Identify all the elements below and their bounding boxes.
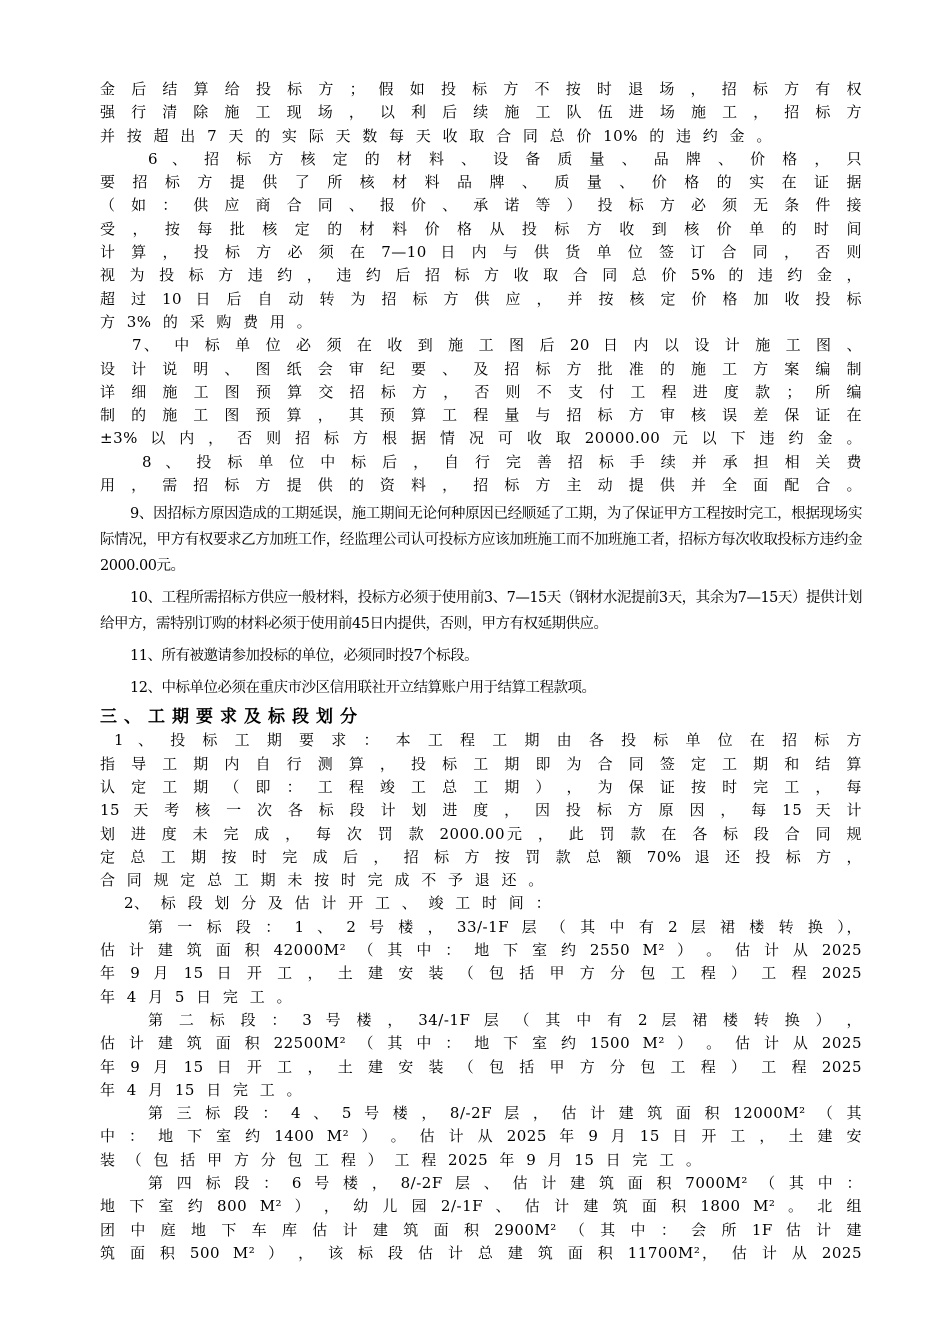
text-line: 强 行 清 除 施 工 现 场 ， 以 利 后 续 施 工 队 伍 进 场 施 工 ， 招 标 方 (100, 103, 862, 122)
schedule-clause-1-line: 认 定 工 期 （ 即 ： 工 程 竣 工 总 工 期 ） ， 为 保 证 按 时 完 工 ， 每 (100, 777, 862, 796)
segment-4-line: 地 下 室 约 800 M² ） ， 幼 儿 园 2/-1F 、 估 计 建 筑 面 积 1800 M² 。 北 组 (100, 1197, 862, 1216)
text-line: 金 后 结 算 给 投 标 方 ； 假 如 投 标 方 不 按 时 退 场 ， 招 标 方 有 权 (100, 80, 862, 98)
segment-1-line: 估 计 建 筑 面 积 42000M² （ 其 中 ： 地 下 室 约 2550 M² ） 。 估 计 从 2025 (100, 941, 862, 960)
segment-2-line: 年 4 月 15 日 完 工 。 (100, 1080, 303, 1099)
text-line: 并 按 超 出 7 天 的 实 际 天 数 每 天 收 取 合 同 总 价 10% 的 违 约 金 。 (100, 126, 772, 145)
segment-1-line: 年 9 月 15 日 开 工 ， 土 建 安 装 （ 包 括 甲 方 分 包 工 程 ） 工 程 2025 (100, 964, 862, 983)
segment-2-line: 年 9 月 15 日 开 工 ， 土 建 安 装 （ 包 括 甲 方 分 包 工 程 ） 工 程 2025 (100, 1057, 862, 1076)
clause-6-line: 6 、 招 标 方 核 定 的 材 料 、 设 备 质 量 、 品 牌 、 价 格 ， 只 (148, 149, 862, 168)
schedule-clause-2: 2、 标 段 划 分 及 估 计 开 工 、 竣 工 时 间 ： (124, 894, 552, 913)
clause-12: 12、中标单位必须在重庆市沙区信用联社开立结算账户用于结算工程款项。 (130, 680, 596, 697)
clause-6-line: 方 3% 的 采 购 费 用 。 (100, 312, 313, 331)
segment-4-line: 第 四 标 段 ： 6 号 楼 ， 8/-2F 层 、 估 计 建 筑 面 积 7000M² （ 其 中 ： (148, 1173, 862, 1192)
clause-8-line: 用 ， 需 招 标 方 提 供 的 资 料 ， 招 标 方 主 动 提 供 并 全 面 配 合 。 (100, 476, 862, 495)
segment-4-line: 筑 面 积 500 M² ） ， 该 标 段 估 计 总 建 筑 面 积 11700M²， 估 计 从 2025 (100, 1243, 862, 1262)
clause-6-line: 计 算 ， 投 标 方 必 须 在 7—10 日 内 与 供 货 单 位 签 订 合 同 ， 否 则 (100, 243, 862, 262)
clause-7-line: 制 的 施 工 图 预 算 ， 其 预 算 工 程 量 与 招 标 方 审 核 误 差 保 证 在 (100, 406, 862, 425)
segment-4-line: 团 中 庭 地 下 车 库 估 计 建 筑 面 积 2900M² （ 其 中 ： 会 所 1F 估 计 建 (100, 1220, 862, 1239)
schedule-clause-1-line: 15 天 考 核 一 次 各 标 段 计 划 进 度 ， 因 投 标 方 原 因 ， 每 15 天 计 (100, 801, 862, 820)
schedule-clause-1-line: 定 总 工 期 按 时 完 成 后 ， 招 标 方 按 罚 款 总 额 70% 退 还 投 标 方 ， (100, 847, 862, 866)
clause-7-line: ±3% 以 内 ， 否 则 招 标 方 根 据 情 况 可 收 取 20000.00 元 以 下 违 约 金 。 (100, 429, 862, 448)
clause-7-line: 设 计 说 明 、 图 纸 会 审 纪 要 、 及 招 标 方 批 准 的 施 工 方 案 编 制 (100, 359, 862, 378)
clause-7-line: 7、 中 标 单 位 必 须 在 收 到 施 工 图 后 20 日 内 以 设 计 施 工 图 、 (132, 336, 862, 355)
segment-3-line: 装 （ 包 括 甲 方 分 包 工 程 ） 工 程 2025 年 9 月 15 日 完 工 。 (100, 1150, 702, 1169)
clause-10: 10、工程所需招标方供应一般材料，投标方必须于使用前3、7—15天（钢材水泥提前3天，其余为7—15天）提供计划给甲方，需特别订购的材料必须于使用前45日内提供，否则，甲方有权延期供应。 (100, 590, 862, 633)
segment-2-line: 估 计 建 筑 面 积 22500M² （ 其 中 ： 地 下 室 约 1500 M² ） 。 估 计 从 2025 (100, 1034, 862, 1053)
segment-2-line: 第 二 标 段 ： 3 号 楼 ， 34/-1F 层 （ 其 中 有 2 层 裙 楼 转 换 ） ， (148, 1010, 862, 1029)
segment-1-line: 年 4 月 5 日 完 工 。 (100, 987, 292, 1006)
segment-3-line: 第 三 标 段 ： 4 、 5 号 楼 ， 8/-2F 层 ， 估 计 建 筑 面 积 12000M² （ 其 (148, 1104, 862, 1123)
clause-6-line: 视 为 投 标 方 违 约 ， 违 约 后 招 标 方 收 取 合 同 总 价 5% 的 违 约 金 ， (100, 266, 862, 285)
clause-6-line: （ 如 ： 供 应 商 合 同 、 报 价 、 承 诺 等 ） 投 标 方 必 须 无 条 件 接 (100, 196, 862, 215)
segment-3-line: 中 ： 地 下 室 约 1400 M² ） 。 估 计 从 2025 年 9 月 15 日 开 工 ， 土 建 安 (100, 1127, 862, 1146)
schedule-clause-1-line: 1 、 投 标 工 期 要 求 ： 本 工 程 工 期 由 各 投 标 单 位 在 招 标 方 (114, 731, 862, 750)
schedule-clause-1-line: 划 进 度 未 完 成 ， 每 次 罚 款 2000.00元 ， 此 罚 款 在 各 标 段 合 同 规 (100, 824, 862, 843)
clause-8-line: 8 、 投 标 单 位 中 标 后 ， 自 行 完 善 招 标 手 续 并 承 担 相 关 费 (142, 452, 862, 471)
clause-9: 9、因招标方原因造成的工期延误，施工期间无论何种原因已经顺延了工期，为了保证甲方工程按时完工，根据现场实际情况，甲方有权要求乙方加班工作，经监理公司认可投标方应该加班施工而不加班施工者，招标方每次收取投标方违约金2000.00元。 (100, 506, 862, 575)
clause-6-line: 受 ， 按 每 批 核 定 的 材 料 价 格 从 投 标 方 收 到 核 价 单 的 时 间 (100, 219, 862, 238)
section-heading: 三、工期要求及标段划分 (100, 707, 364, 728)
segment-1-line: 第 一 标 段 ： 1 、 2 号 楼 ， 33/-1F 层 （ 其 中 有 2 层 裙 楼 转 换 ）， (148, 917, 862, 936)
clause-6-line: 要 招 标 方 提 供 了 所 核 材 料 品 牌 、 质 量 、 价 格 的 实 在 证 据 (100, 173, 862, 192)
clause-7-line: 详 细 施 工 图 预 算 交 招 标 方 ， 否 则 不 支 付 工 程 进 度 款 ； 所 编 (100, 382, 862, 401)
clause-11: 11、所有被邀请参加投标的单位，必须同时投7个标段。 (130, 648, 479, 665)
clause-6-line: 超 过 10 日 后 自 动 转 为 招 标 方 供 应 ， 并 按 核 定 价 格 加 收 投 标 (100, 289, 862, 308)
schedule-clause-1-line: 指 导 工 期 内 自 行 测 算 ， 投 标 工 期 即 为 合 同 签 定 工 期 和 结 算 (100, 754, 862, 773)
schedule-clause-1-line: 合 同 规 定 总 工 期 未 按 时 完 成 不 予 退 还 。 (100, 871, 544, 890)
